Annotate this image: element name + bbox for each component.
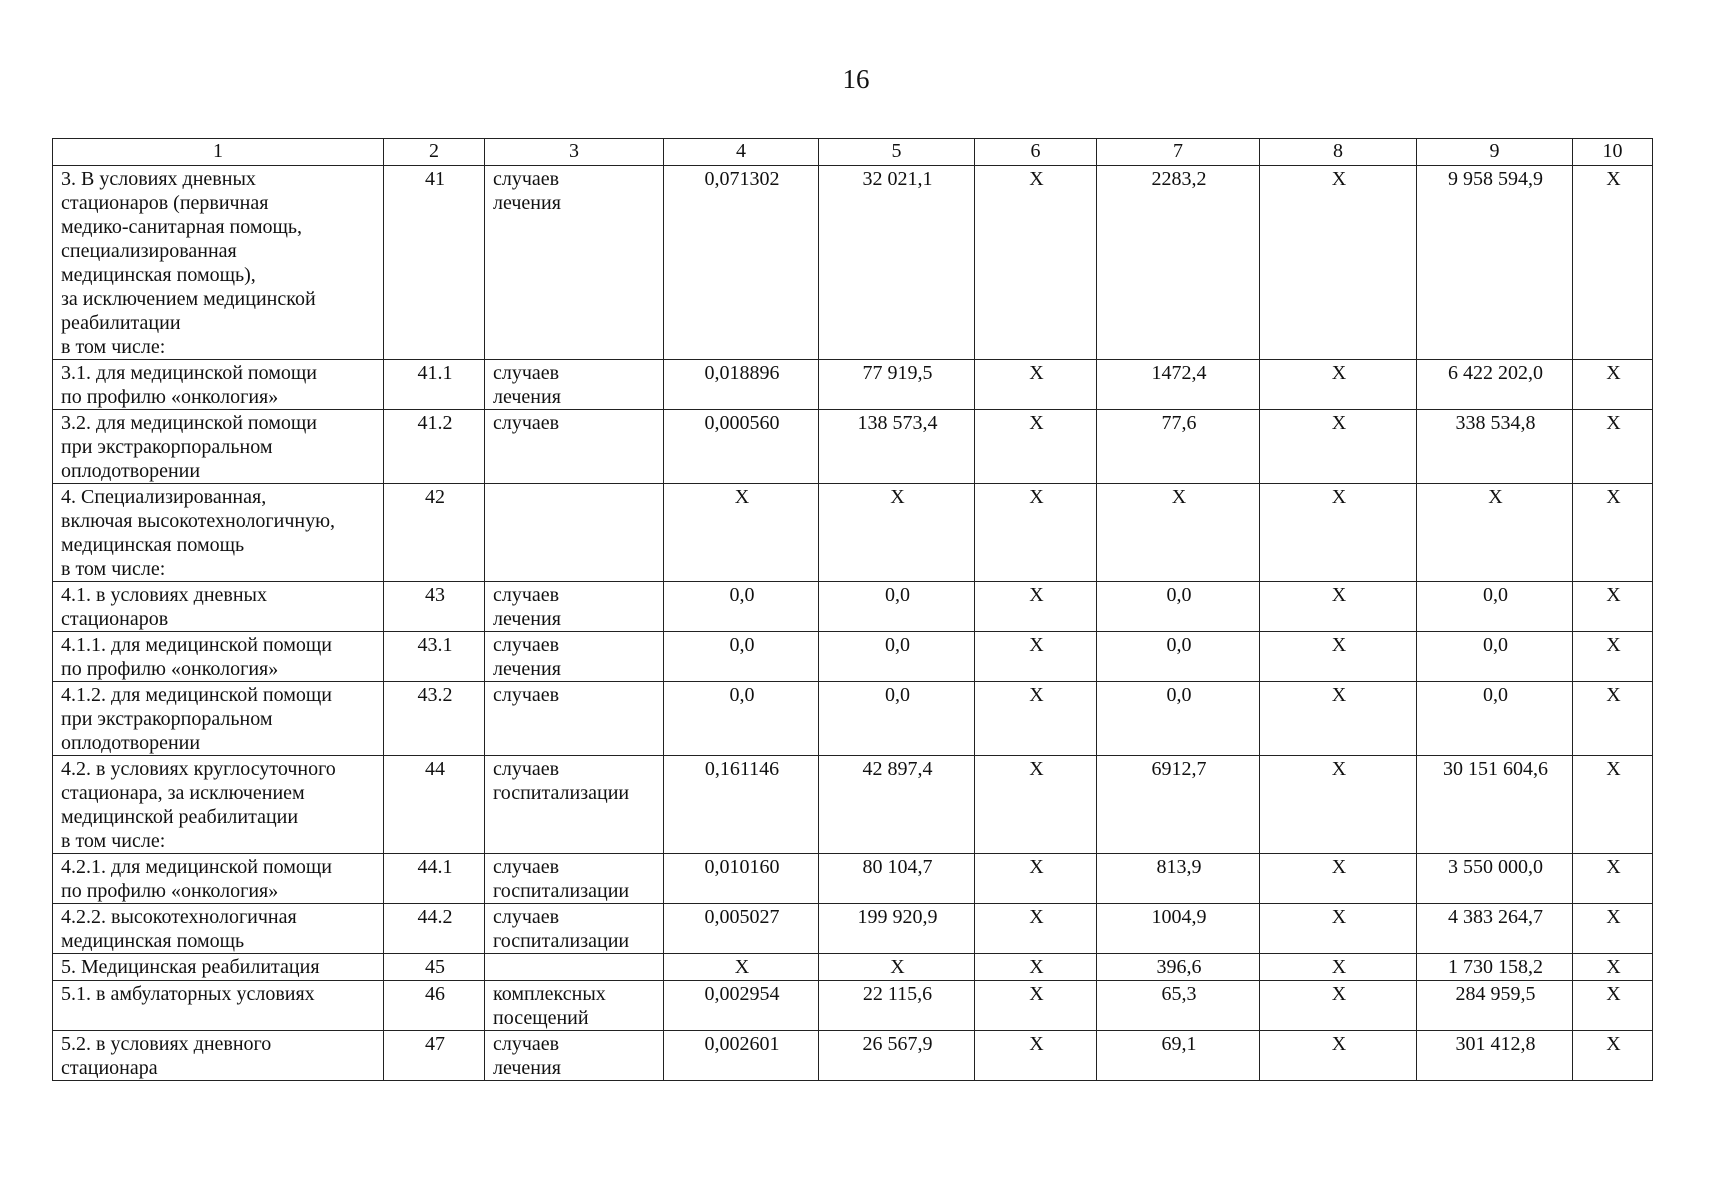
value-cell-col4: 0,005027	[664, 904, 819, 954]
value-cell-col10: Х	[1573, 904, 1653, 954]
value-cell-col5: Х	[819, 484, 975, 582]
value-cell-col7: 6912,7	[1097, 756, 1260, 854]
value-cell-col8: Х	[1260, 682, 1417, 756]
column-header: 10	[1573, 139, 1653, 166]
value-cell-col5: 26 567,9	[819, 1031, 975, 1081]
value-cell-col9: Х	[1417, 484, 1573, 582]
column-header: 8	[1260, 139, 1417, 166]
value-cell-col4: 0,071302	[664, 166, 819, 360]
value-cell-col9: 284 959,5	[1417, 981, 1573, 1031]
line-number: 41.2	[384, 410, 485, 484]
value-cell-col5: 199 920,9	[819, 904, 975, 954]
row-label: 4.2. в условиях круглосуточного стационара, за исключением медицинской реабилитации в том числе:	[53, 756, 384, 854]
value-cell-col8: Х	[1260, 756, 1417, 854]
unit-cell: случаев	[485, 410, 664, 484]
line-number: 44	[384, 756, 485, 854]
value-cell-col9: 3 550 000,0	[1417, 854, 1573, 904]
value-cell-col5: 42 897,4	[819, 756, 975, 854]
value-cell-col10: Х	[1573, 582, 1653, 632]
table-row	[53, 904, 1653, 954]
value-cell-col4: 0,0	[664, 582, 819, 632]
value-cell-col5: 0,0	[819, 682, 975, 756]
column-header: 4	[664, 139, 819, 166]
value-cell-col8: Х	[1260, 360, 1417, 410]
line-number: 45	[384, 954, 485, 981]
line-number: 42	[384, 484, 485, 582]
unit-cell: случаев лечения	[485, 582, 664, 632]
value-cell-col10: Х	[1573, 166, 1653, 360]
value-cell-col10: Х	[1573, 1031, 1653, 1081]
table-row	[53, 410, 1653, 484]
value-cell-col10: Х	[1573, 632, 1653, 682]
unit-cell	[485, 954, 664, 981]
value-cell-col9: 4 383 264,7	[1417, 904, 1573, 954]
value-cell-col8: Х	[1260, 582, 1417, 632]
row-label: 3.2. для медицинской помощи при экстракорпоральном оплодотворении	[53, 410, 384, 484]
table-row	[53, 1031, 1653, 1081]
value-cell-col9: 1 730 158,2	[1417, 954, 1573, 981]
value-cell-col8: Х	[1260, 854, 1417, 904]
value-cell-col4: 0,161146	[664, 756, 819, 854]
row-label: 5. Медицинская реабилитация	[53, 954, 384, 981]
value-cell-col9: 301 412,8	[1417, 1031, 1573, 1081]
value-cell-col5: 80 104,7	[819, 854, 975, 904]
value-cell-col5: 138 573,4	[819, 410, 975, 484]
unit-cell: случаев госпитализации	[485, 904, 664, 954]
value-cell-col8: Х	[1260, 1031, 1417, 1081]
table-row	[53, 954, 1653, 981]
value-cell-col7: 0,0	[1097, 582, 1260, 632]
value-cell-col5: 22 115,6	[819, 981, 975, 1031]
value-cell-col4: 0,018896	[664, 360, 819, 410]
unit-cell: случаев лечения	[485, 166, 664, 360]
value-cell-col7: 0,0	[1097, 632, 1260, 682]
row-label: 4.1.2. для медицинской помощи при экстракорпоральном оплодотворении	[53, 682, 384, 756]
value-cell-col7: 2283,2	[1097, 166, 1260, 360]
value-cell-col7: 65,3	[1097, 981, 1260, 1031]
column-header-row	[53, 139, 1653, 166]
value-cell-col10: Х	[1573, 484, 1653, 582]
line-number: 41	[384, 166, 485, 360]
line-number: 43	[384, 582, 485, 632]
data-table	[52, 138, 1653, 1081]
table-row	[53, 682, 1653, 756]
value-cell-col8: Х	[1260, 410, 1417, 484]
value-cell-col6: Х	[975, 410, 1097, 484]
value-cell-col7: 396,6	[1097, 954, 1260, 981]
value-cell-col9: 338 534,8	[1417, 410, 1573, 484]
table-row	[53, 632, 1653, 682]
value-cell-col6: Х	[975, 682, 1097, 756]
value-cell-col4: 0,000560	[664, 410, 819, 484]
value-cell-col6: Х	[975, 166, 1097, 360]
line-number: 43.1	[384, 632, 485, 682]
value-cell-col6: Х	[975, 582, 1097, 632]
value-cell-col7: 0,0	[1097, 682, 1260, 756]
row-label: 3. В условиях дневных стационаров (первичная медико-санитарная помощь, специализированная медицинская помощь), за исключением медицинской реабилитации в том числе:	[53, 166, 384, 360]
column-header: 6	[975, 139, 1097, 166]
unit-cell: комплексных посещений	[485, 981, 664, 1031]
table-row	[53, 484, 1653, 582]
value-cell-col5: 0,0	[819, 632, 975, 682]
value-cell-col6: Х	[975, 904, 1097, 954]
row-label: 4.2.2. высокотехнологичная медицинская помощь	[53, 904, 384, 954]
value-cell-col4: Х	[664, 484, 819, 582]
value-cell-col10: Х	[1573, 954, 1653, 981]
unit-cell: случаев госпитализации	[485, 756, 664, 854]
line-number: 47	[384, 1031, 485, 1081]
column-header: 7	[1097, 139, 1260, 166]
unit-cell: случаев госпитализации	[485, 854, 664, 904]
value-cell-col4: 0,002601	[664, 1031, 819, 1081]
value-cell-col4: 0,0	[664, 682, 819, 756]
unit-cell: случаев лечения	[485, 1031, 664, 1081]
value-cell-col7: Х	[1097, 484, 1260, 582]
unit-cell: случаев лечения	[485, 360, 664, 410]
unit-cell: случаев лечения	[485, 632, 664, 682]
line-number: 41.1	[384, 360, 485, 410]
value-cell-col7: 77,6	[1097, 410, 1260, 484]
value-cell-col7: 69,1	[1097, 1031, 1260, 1081]
value-cell-col9: 0,0	[1417, 632, 1573, 682]
value-cell-col6: Х	[975, 632, 1097, 682]
value-cell-col8: Х	[1260, 981, 1417, 1031]
value-cell-col8: Х	[1260, 954, 1417, 981]
value-cell-col10: Х	[1573, 756, 1653, 854]
row-label: 4. Специализированная, включая высокотехнологичную, медицинская помощь в том числе:	[53, 484, 384, 582]
unit-cell	[485, 484, 664, 582]
value-cell-col4: Х	[664, 954, 819, 981]
line-number: 44.1	[384, 854, 485, 904]
value-cell-col6: Х	[975, 484, 1097, 582]
value-cell-col4: 0,002954	[664, 981, 819, 1031]
table-row	[53, 756, 1653, 854]
table-row	[53, 981, 1653, 1031]
value-cell-col9: 6 422 202,0	[1417, 360, 1573, 410]
value-cell-col5: 77 919,5	[819, 360, 975, 410]
row-label: 5.1. в амбулаторных условиях	[53, 981, 384, 1031]
value-cell-col10: Х	[1573, 410, 1653, 484]
value-cell-col4: 0,0	[664, 632, 819, 682]
line-number: 44.2	[384, 904, 485, 954]
value-cell-col8: Х	[1260, 632, 1417, 682]
value-cell-col9: 0,0	[1417, 682, 1573, 756]
value-cell-col5: Х	[819, 954, 975, 981]
table-body	[53, 139, 1653, 1081]
table-row	[53, 582, 1653, 632]
table-row	[53, 166, 1653, 360]
column-header: 2	[384, 139, 485, 166]
line-number: 46	[384, 981, 485, 1031]
value-cell-col6: Х	[975, 854, 1097, 904]
value-cell-col6: Х	[975, 954, 1097, 981]
value-cell-col8: Х	[1260, 904, 1417, 954]
value-cell-col7: 1472,4	[1097, 360, 1260, 410]
row-label: 4.1.1. для медицинской помощи по профилю «онкология»	[53, 632, 384, 682]
value-cell-col6: Х	[975, 756, 1097, 854]
value-cell-col9: 0,0	[1417, 582, 1573, 632]
value-cell-col10: Х	[1573, 854, 1653, 904]
line-number: 43.2	[384, 682, 485, 756]
value-cell-col6: Х	[975, 1031, 1097, 1081]
value-cell-col6: Х	[975, 360, 1097, 410]
value-cell-col9: 9 958 594,9	[1417, 166, 1573, 360]
value-cell-col8: Х	[1260, 166, 1417, 360]
value-cell-col10: Х	[1573, 981, 1653, 1031]
unit-cell: случаев	[485, 682, 664, 756]
row-label: 4.2.1. для медицинской помощи по профилю «онкология»	[53, 854, 384, 904]
row-label: 5.2. в условиях дневного стационара	[53, 1031, 384, 1081]
value-cell-col5: 32 021,1	[819, 166, 975, 360]
value-cell-col7: 813,9	[1097, 854, 1260, 904]
value-cell-col7: 1004,9	[1097, 904, 1260, 954]
value-cell-col4: 0,010160	[664, 854, 819, 904]
row-label: 4.1. в условиях дневных стационаров	[53, 582, 384, 632]
value-cell-col10: Х	[1573, 360, 1653, 410]
column-header: 5	[819, 139, 975, 166]
value-cell-col8: Х	[1260, 484, 1417, 582]
value-cell-col5: 0,0	[819, 582, 975, 632]
table-row	[53, 854, 1653, 904]
value-cell-col6: Х	[975, 981, 1097, 1031]
column-header: 1	[53, 139, 384, 166]
value-cell-col10: Х	[1573, 682, 1653, 756]
column-header: 3	[485, 139, 664, 166]
table-row	[53, 360, 1653, 410]
column-header: 9	[1417, 139, 1573, 166]
value-cell-col9: 30 151 604,6	[1417, 756, 1573, 854]
row-label: 3.1. для медицинской помощи по профилю «онкология»	[53, 360, 384, 410]
page-number: 16	[842, 64, 870, 94]
